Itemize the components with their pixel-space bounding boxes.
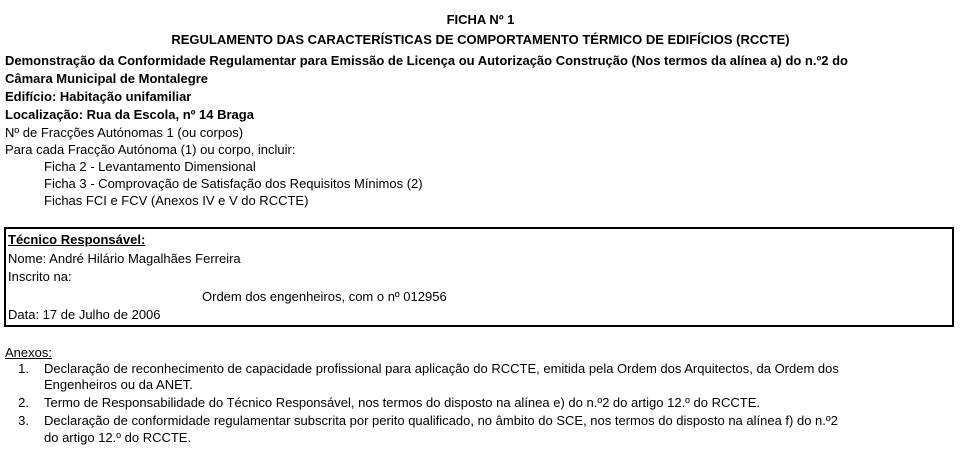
annex-text: Engenheiros ou da ANET. [44,377,193,392]
location-label: Localização: Rua da Escola, nº 14 Braga [5,107,254,122]
annexes-heading: Anexos: [5,345,52,360]
annex-text: do artigo 12.º do RCCTE. [44,430,192,445]
technician-order: Ordem dos engenheiros, com o nº 012956 [202,289,447,304]
demonstration-text-line2: Câmara Municipal de Montalegre [5,71,208,86]
fractions-count: Nº de Fracções Autónomas 1 (ou corpos) [5,125,244,140]
include-intro: Para cada Fracção Autónoma (1) ou corpo, incluir: [5,142,296,157]
annex-text: Termo de Responsabilidade do Técnico Responsável, nos termos do disposto na alínea e) do n.º2 do artigo 12.º do RCCTE. [44,395,761,410]
include-item: Ficha 2 - Levantamento Dimensional [44,159,256,174]
technician-registered: Inscrito na: [8,269,72,284]
annex-text: Declaração de conformidade regulamentar subscrita por perito qualificado, no âmbito do SCE, nos termos do disposto na alínea f) do n.º2 [44,413,838,428]
technician-date: Data: 17 de Julho de 2006 [8,307,161,322]
regulation-title: REGULAMENTO DAS CARACTERÍSTICAS DE COMPORTAMENTO TÉRMICO DE EDIFÍCIOS (RCCTE) [171,32,790,47]
building-label: Edifício: Habitação unifamiliar [5,89,192,104]
annex-text: Declaração de reconhecimento de capacidade profissional para aplicação do RCCTE, emitida pela Ordem dos Arquitectos, da Ordem dos [44,361,839,376]
technician-heading: Técnico Responsável: [8,232,146,247]
include-item: Ficha 3 - Comprovação de Satisfação dos Requisitos Mínimos (2) [44,176,423,191]
ficha-title: FICHA Nº 1 [446,12,515,27]
annex-number: 1. [18,361,29,376]
include-item: Fichas FCI e FCV (Anexos IV e V do RCCTE) [44,193,309,208]
demonstration-text-line1: Demonstração da Conformidade Regulamentar para Emissão de Licença ou Autorização Construção (Nos termos da alínea a) do n.º2 do [5,53,848,68]
annex-number: 2. [18,395,29,410]
annex-number: 3. [18,413,29,428]
technician-name: Nome: André Hilário Magalhães Ferreira [8,251,241,266]
